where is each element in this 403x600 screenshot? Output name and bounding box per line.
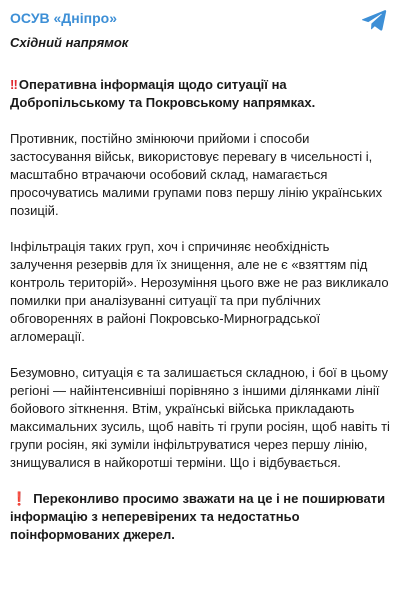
telegram-icon[interactable] (361, 8, 387, 32)
closing-text: Переконливо просимо зважати на це і не поширювати інформацію з неперевірених та недостатньо поінформованих джерел. (10, 491, 386, 542)
post-paragraph-1: Противник, постійно змінюючи прийоми і способи застосування військ, використовує перевагу в чисельності і, масштабно втрачаючи особовий склад, намагається просочуватись малими групами повз першу лінію українських позицій. (10, 131, 383, 218)
post-header (10, 8, 393, 30)
post-closing (10, 490, 393, 544)
channel-name-link[interactable]: ОСУВ «Дніпро» (10, 10, 117, 26)
double-exclamation-icon: ‼ (10, 77, 15, 92)
post-paragraph-3: Безумовно, ситуація є та залишається складною, і бої в цьому регіоні — найінтенсивніші порівняно з іншими ділянками лінії бойового зіткнення. Втім, українські війська прикладають максимальних зусиль, щоб навіть ті групи росіян, щоб навіть ті групи росіян, які зуміли інфільтруватися через першу лінію, знищувалися в найкоротші терміни. Що і відбувається. (10, 365, 390, 470)
exclamation-icon: ❗ (11, 491, 28, 506)
post-subtitle: Східний напрямок (10, 35, 129, 50)
post-headline (10, 76, 393, 112)
post-paragraph-2: Інфільтрація таких груп, хоч і спричиняє необхідність залучення резервів для їх знищення, але не є «взяттям під контроль територій». Нерозуміння цього вже не раз викликало помилки при аналізуванні ситуації та при публічних обговореннях в районі Покровсько-Мирноградської агломерації. (10, 239, 389, 344)
headline-text: Оперативна інформація щодо ситуації на Добропільському та Покровському напрямках. (10, 77, 316, 110)
